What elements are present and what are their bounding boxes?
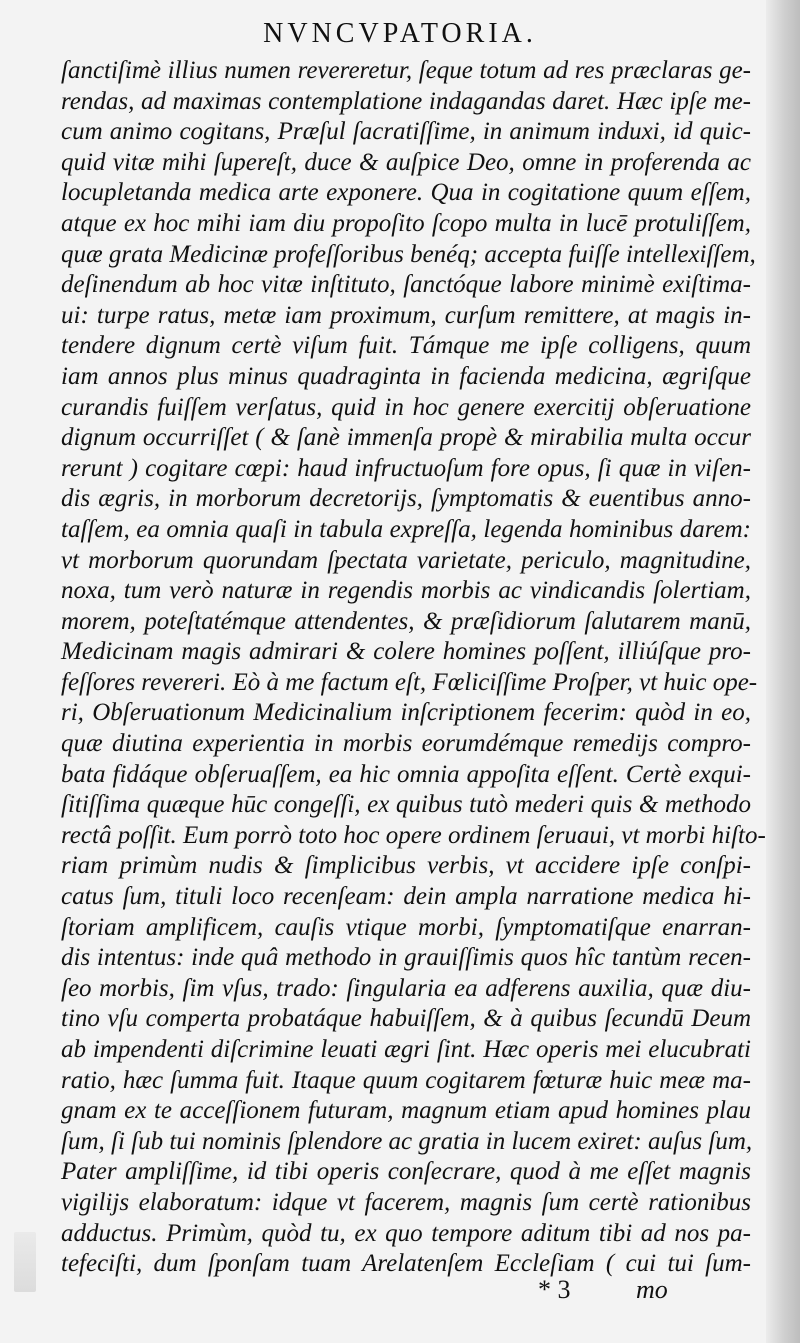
text-line: cum animo cogitans, Præſul ſacratiſſime, in animum induxi, id quic- bbox=[61, 118, 751, 146]
text-line: tendere dignum certè viſum fuit. Támque me ipſe colligens, quum bbox=[61, 332, 751, 360]
text-line: rectâ poſſit. Eum porrò toto hoc opere ordinem ſeruaui, vt morbi hiſto- bbox=[61, 821, 766, 849]
text-line: catus ſum, tituli loco recenſeam: dein ampla narratione medica hi- bbox=[61, 883, 751, 911]
text-line: atque ex hoc mihi iam diu propoſito ſcopo multa in lucē protuliſſem, bbox=[61, 209, 751, 237]
text-line: ſtoriam amplificem, cauſis vtique morbi, ſymptomatiſque enarran- bbox=[61, 913, 751, 941]
margin-stamp-mark bbox=[14, 1232, 36, 1292]
text-line: quæ grata Medicinæ profeſſoribus benéq; accepta fuiſſe intellexiſſem, bbox=[61, 240, 756, 268]
text-line: ab impendenti diſcrimine leuati ægri ſint. Hæc operis mei elucubrati bbox=[61, 1036, 751, 1063]
text-line: gnam ex te acceſſionem futuram, magnum etiam apud homines plau bbox=[61, 1097, 751, 1125]
text-line: feſſores revereri. Eò à me factum eſt, Fœliciſſime Proſper, vt huic ope- bbox=[61, 668, 758, 696]
text-line: Medicinam magis admirari & colere homines poſſent, illiúſque pro- bbox=[61, 638, 751, 666]
text-line: quæ diutina experientia in morbis eorumdémque remedijs compro- bbox=[61, 730, 751, 758]
page-edge-shadow bbox=[766, 0, 800, 1343]
text-line: deſinendum ab hoc vitæ inſtituto, ſanctóque labore minimè exiſtima- bbox=[61, 271, 751, 299]
text-line: quid vitæ mihi ſupereſt, duce & auſpice Deo, omne in proferenda ac bbox=[61, 148, 751, 176]
signature-mark: * 3 bbox=[538, 1275, 571, 1304]
text-line: locupletanda medica arte exponere. Qua in cogitatione quum eſſem, bbox=[61, 179, 751, 207]
text-line: Pater ampliſſime, id tibi operis conſecrare, quod à me eſſet magnis bbox=[61, 1158, 751, 1186]
text-line: noxa, tum verò naturæ in regendis morbis ac vindicandis ſolertiam, bbox=[61, 577, 751, 605]
text-line: adductus. Primùm, quòd tu, ex quo tempore aditum tibi ad nos pa- bbox=[61, 1219, 751, 1247]
running-header: NVNCVPATORIA. bbox=[263, 18, 537, 49]
text-line: ſum, ſi ſub tui nominis ſplendore ac gratia in lucem exiret: auſus ſum, bbox=[61, 1127, 753, 1155]
text-line: ratio, hæc ſumma fuit. Itaque quum cogitarem fœturæ huic meæ ma- bbox=[61, 1066, 751, 1094]
text-line: dis ægris, in morborum decretorijs, ſymptomatis & euentibus anno- bbox=[61, 485, 751, 513]
text-line: riam primùm nudis & ſimplicibus verbis, vt accidere ipſe conſpi- bbox=[61, 852, 751, 880]
text-line: ri, Obſeruationum Medicinalium inſcriptionem fecerim: quòd in eo, bbox=[61, 699, 751, 727]
text-line: vigilijs elaboratum: idque vt facerem, magnis ſum certè rationibus bbox=[61, 1188, 751, 1216]
text-line: dignum occurriſſet ( & ſanè immenſa propè & mirabilia multa occur bbox=[61, 424, 751, 452]
text-line: morem, poteſtatémque attendentes, & præſidiorum ſalutarem manū, bbox=[61, 607, 751, 635]
text-line: rerunt ) cogitare cœpi: haud infructuoſum fore opus, ſi quæ in viſen- bbox=[61, 454, 751, 482]
text-line: ſeo morbis, ſim vſus, trado: ſingularia ea adferens auxilia, quæ diu- bbox=[61, 974, 751, 1002]
text-line: ſitiſſima quæque hūc congeſſi, ex quibus tutò mederi quis & methodo bbox=[61, 791, 751, 819]
text-line: tefeciſti, dum ſponſam tuam Arelatenſem Eccleſiam ( cui tui ſum- bbox=[61, 1250, 751, 1278]
text-line: rendas, ad maximas contemplatione indagandas daret. Hæc ipſe me- bbox=[61, 87, 751, 115]
text-line: curandis fuiſſem verſatus, quid in hoc genere exercitij obſeruatione bbox=[61, 393, 751, 421]
text-line: iam annos plus minus quadraginta in facienda medicina, ægriſque bbox=[61, 362, 751, 390]
catchword: mo bbox=[636, 1275, 668, 1304]
text-line: dis intentus: inde quâ methodo in grauiſſimis quos hîc tantùm recen- bbox=[61, 944, 751, 972]
text-line: taſſem, ea omnia quaſi in tabula expreſſa, legenda hominibus darem: bbox=[61, 515, 751, 543]
text-line: tino vſu comperta probatáque habuiſſem, & à quibus ſecundū Deum bbox=[61, 1005, 751, 1033]
text-line: ui: turpe ratus, metæ iam proximum, curſum remittere, at magis in- bbox=[61, 301, 751, 329]
text-line: vt morborum quorundam ſpectata varietate, periculo, magnitudine, bbox=[61, 546, 751, 574]
text-line: bata fidáque obſeruaſſem, ea hic omnia appoſita eſſent. Certè exqui- bbox=[61, 760, 751, 788]
text-line: ſanctiſimè illius numen revereretur, ſeque totum ad res præclaras ge- bbox=[61, 57, 751, 84]
body-text bbox=[61, 56, 766, 1280]
